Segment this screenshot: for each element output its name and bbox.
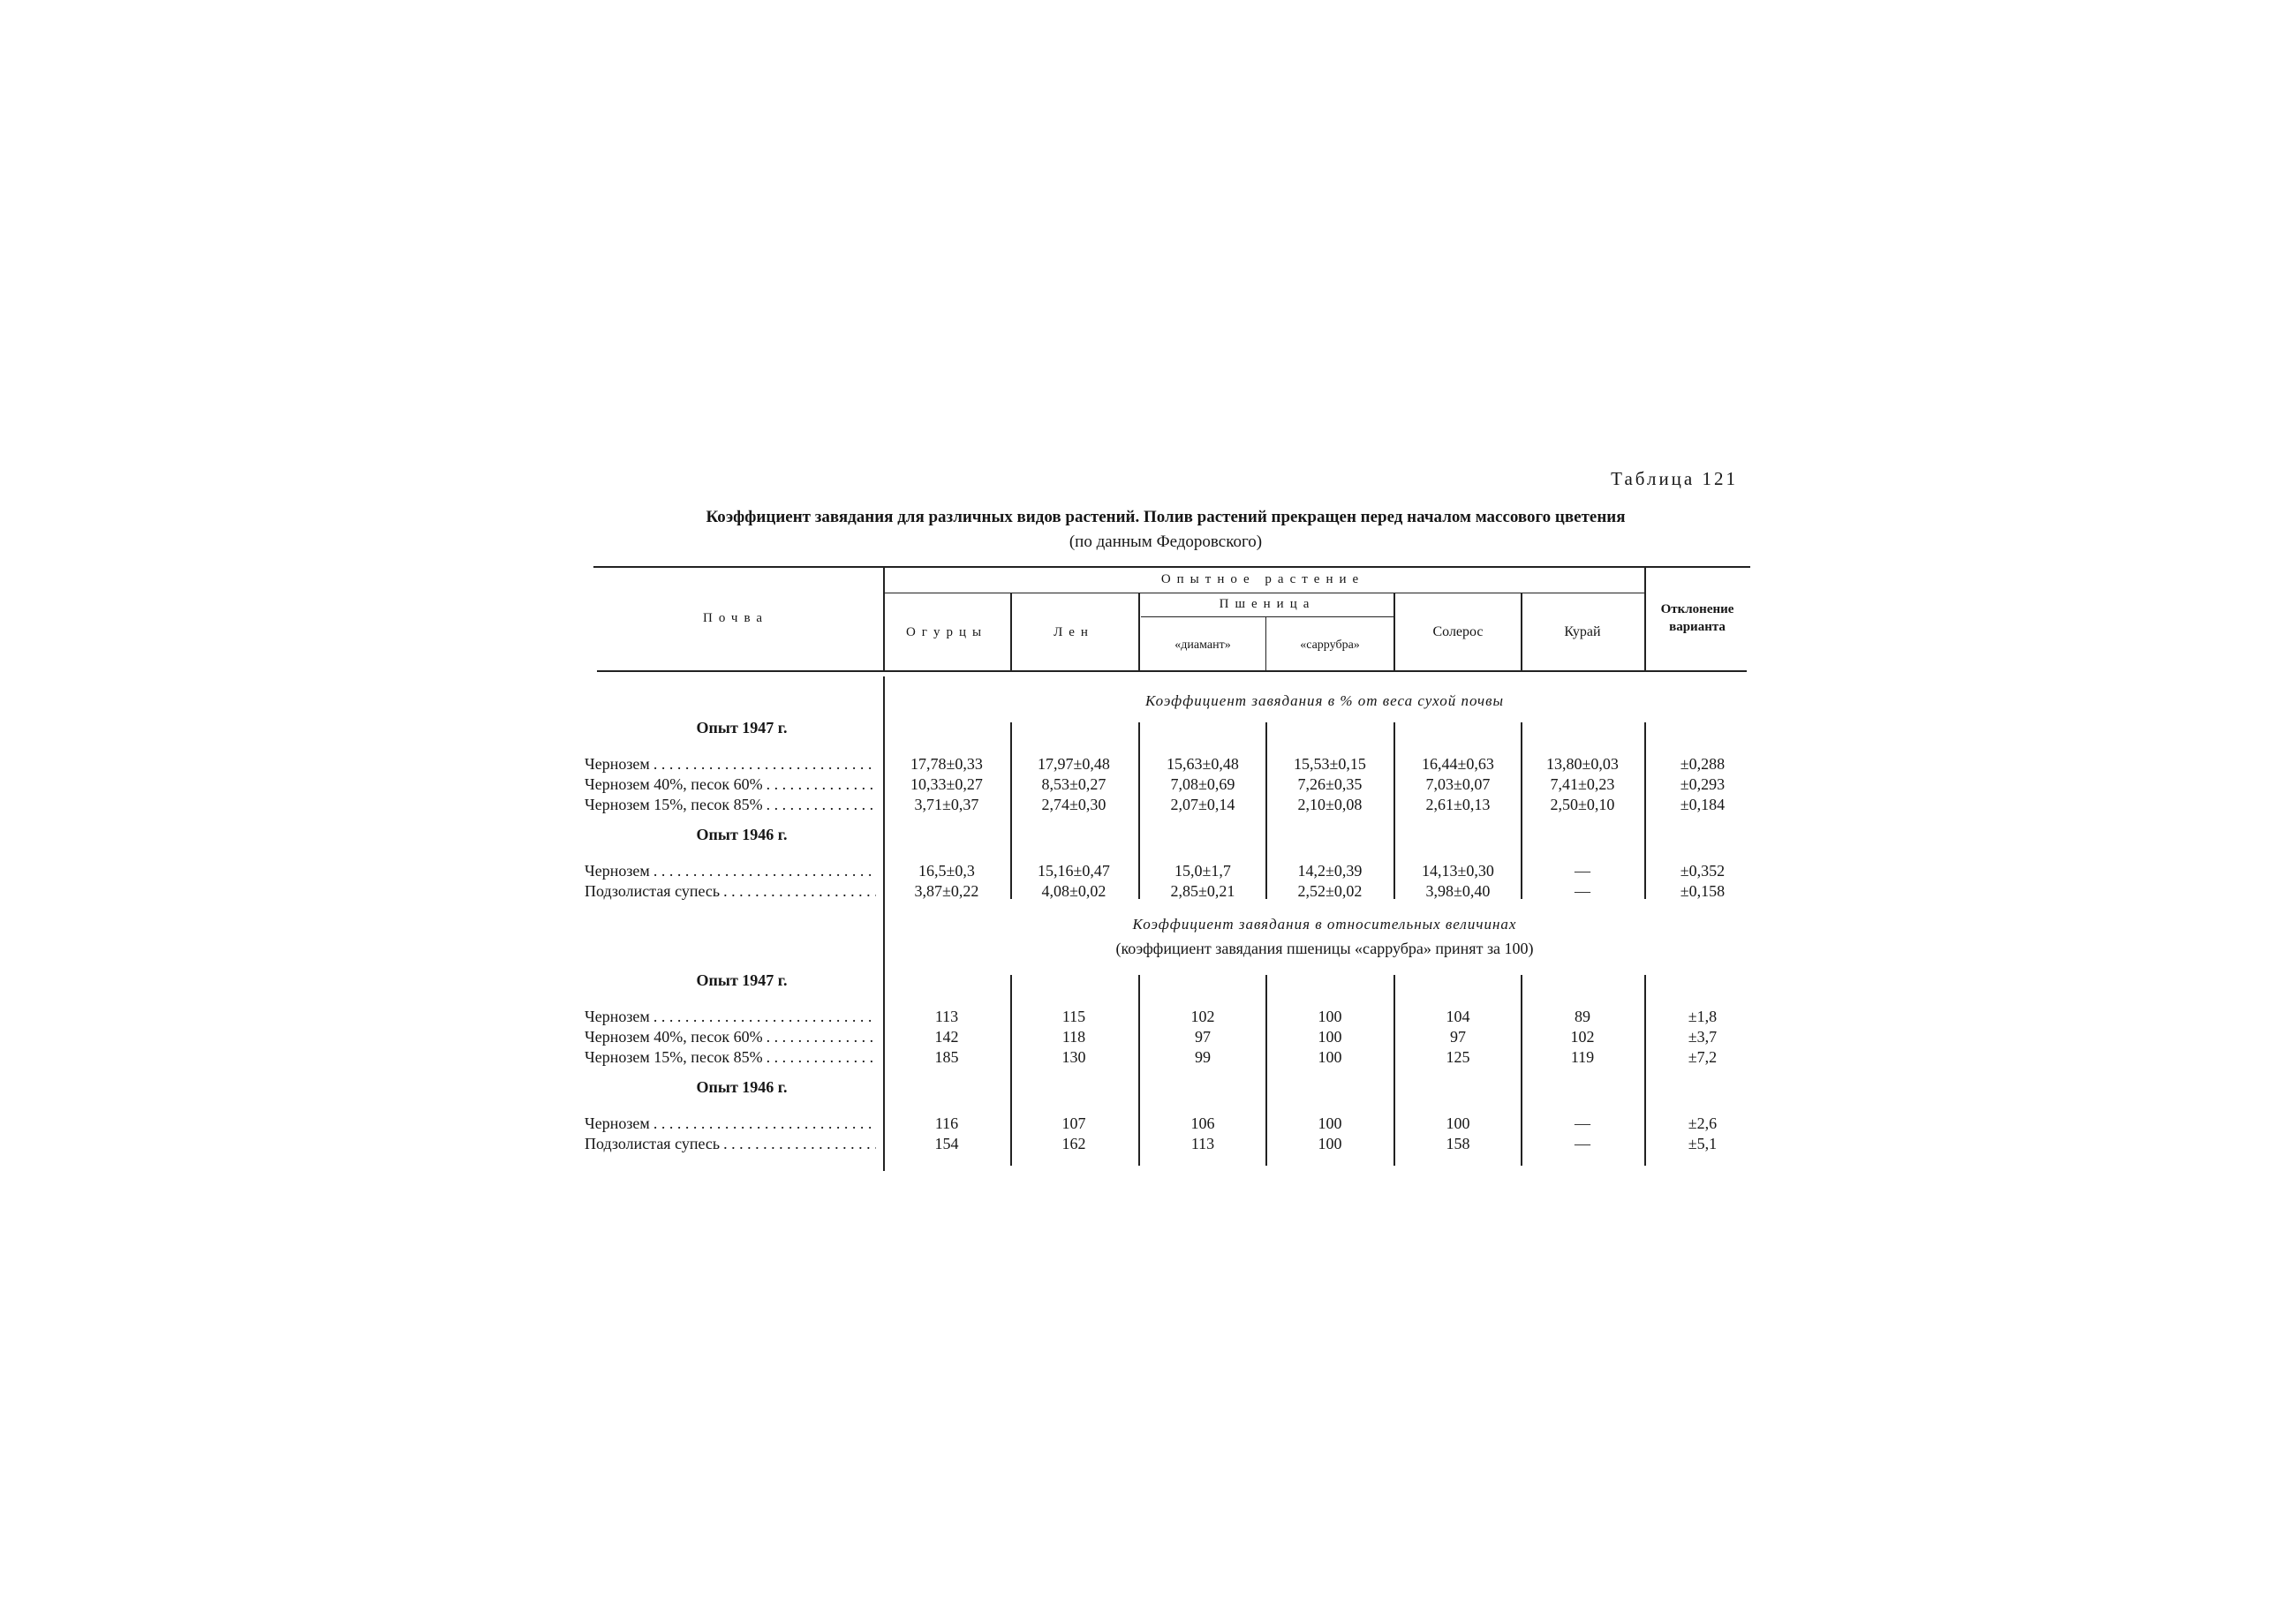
cell-deviation: ±0,293 [1680, 775, 1726, 793]
cell-sarrubra: 100 [1318, 1028, 1342, 1046]
cell-cucumbers: 185 [934, 1048, 959, 1066]
row-soil-text: Чернозем 15%, песок 85% [585, 1048, 767, 1066]
cell-cucumbers: 113 [934, 1008, 959, 1025]
section1-caption: Коэффициент завядания в % от веса сухой почвы [1144, 692, 1505, 709]
row-soil-label [585, 1114, 876, 1133]
cell-sarrubra: 100 [1318, 1008, 1342, 1025]
cell-deviation: ±2,6 [1688, 1114, 1718, 1132]
row-soil-text: Подзолистая супесь [585, 1135, 723, 1152]
row-soil-text: Чернозем 40%, песок 60% [585, 775, 767, 793]
table-row [0, 1028, 2296, 1049]
cell-deviation: ±7,2 [1688, 1048, 1718, 1066]
col-divider-saltwort [1521, 593, 1522, 670]
header-bottom-rule [597, 670, 1747, 672]
cell-kurai: 102 [1570, 1028, 1595, 1046]
cell-deviation: ±0,352 [1680, 862, 1726, 880]
cell-flax: 118 [1061, 1028, 1086, 1046]
table-row [0, 796, 2296, 817]
table-subtitle: (по данным Федоровского) [1069, 533, 1263, 551]
cell-deviation: ±5,1 [1688, 1135, 1718, 1152]
cell-cucumbers: 3,87±0,22 [914, 882, 979, 900]
header-wheat-group: Пшеница [1219, 597, 1316, 611]
row-soil-label [585, 1048, 876, 1067]
header-deviation: Отклонение варианта [1660, 602, 1734, 634]
row-soil-text: Чернозем 40%, песок 60% [585, 1028, 767, 1046]
row-soil-label [585, 882, 876, 901]
cell-diamant: 2,07±0,14 [1170, 796, 1235, 813]
cell-cucumbers: 154 [934, 1135, 959, 1152]
cell-sarrubra: 7,26±0,35 [1297, 775, 1363, 793]
row-soil-label [585, 775, 876, 794]
cell-deviation: ±1,8 [1688, 1008, 1718, 1025]
cell-sarrubra: 100 [1318, 1114, 1342, 1132]
cell-cucumbers: 3,71±0,37 [914, 796, 979, 813]
table-title: Коэффициент завядания для различных видов растений. Полив растений прекращен перед началом массового цветения [706, 508, 1626, 526]
cell-flax: 107 [1061, 1114, 1086, 1132]
cell-diamant: 15,63±0,48 [1167, 755, 1239, 773]
cell-sarrubra: 100 [1318, 1048, 1342, 1066]
top-rule [593, 566, 1750, 568]
row-soil-text: Чернозем [585, 755, 653, 773]
cell-deviation: ±3,7 [1688, 1028, 1718, 1046]
cell-flax: 15,16±0,47 [1038, 862, 1110, 880]
table-number: Таблица 121 [1611, 468, 1738, 489]
cell-diamant: 2,85±0,21 [1170, 882, 1235, 900]
row-soil-label [585, 796, 876, 814]
header-saltwort: Солерос [1432, 624, 1484, 639]
row-soil-label [585, 1135, 876, 1153]
row-soil-text: Подзолистая супесь [585, 882, 723, 900]
table-row [0, 1008, 2296, 1029]
header-cucumbers: Огурцы [905, 625, 988, 639]
cell-cucumbers: 10,33±0,27 [910, 775, 983, 793]
cell-kurai: — [1575, 862, 1590, 880]
header-kurai: Курай [1564, 624, 1601, 639]
cell-kurai: 2,50±0,10 [1550, 796, 1615, 813]
cell-sarrubra: 2,10±0,08 [1297, 796, 1363, 813]
cell-flax: 115 [1061, 1008, 1086, 1025]
cell-diamant: 97 [1195, 1028, 1211, 1046]
wheat-group-rule [1141, 616, 1393, 617]
row-soil-label [585, 1008, 876, 1026]
table-row [0, 1135, 2296, 1156]
col-divider-wheat [1393, 593, 1395, 670]
row-soil-text: Чернозем 15%, песок 85% [585, 796, 767, 813]
cell-flax: 4,08±0,02 [1041, 882, 1106, 900]
cell-saltwort: 14,13±0,30 [1422, 862, 1494, 880]
table-row [0, 1048, 2296, 1069]
s1-group-1946-label: Опыт 1946 г. [696, 826, 788, 843]
cell-saltwort: 7,03±0,07 [1425, 775, 1491, 793]
cell-deviation: ±0,184 [1680, 796, 1726, 813]
row-soil-text: Чернозем [585, 862, 653, 880]
cell-flax: 8,53±0,27 [1041, 775, 1106, 793]
header-sarrubra: «саррубра» [1300, 638, 1360, 652]
cell-sarrubra: 100 [1318, 1135, 1342, 1152]
cell-kurai: 119 [1570, 1048, 1595, 1066]
table-row [0, 862, 2296, 883]
cell-kurai: 7,41±0,23 [1550, 775, 1615, 793]
row-soil-label [585, 1028, 876, 1046]
row-soil-text: Чернозем [585, 1008, 653, 1025]
cell-flax: 17,97±0,48 [1038, 755, 1110, 773]
cell-cucumbers: 16,5±0,3 [918, 862, 975, 880]
s2-group-1947-label: Опыт 1947 г. [696, 971, 788, 989]
cell-flax: 162 [1061, 1135, 1086, 1152]
s2-group-1946-label: Опыт 1946 г. [696, 1078, 788, 1096]
section2-caption: Коэффициент завядания в относительных величинах [1132, 916, 1517, 933]
cell-saltwort: 100 [1446, 1114, 1470, 1132]
row-soil-label [585, 755, 876, 774]
s1-group-1947-label: Опыт 1947 г. [696, 719, 788, 736]
cell-kurai: — [1575, 1135, 1590, 1152]
section2-note: (коэффициент завядания пшеницы «саррубра» принят за 100) [1115, 940, 1534, 957]
cell-saltwort: 16,44±0,63 [1422, 755, 1494, 773]
cell-kurai: — [1575, 882, 1590, 900]
row-soil-label [585, 862, 876, 880]
col-divider-kurai [1644, 567, 1646, 670]
table-row [0, 882, 2296, 903]
cell-kurai: 89 [1575, 1008, 1590, 1025]
cell-saltwort: 125 [1446, 1048, 1470, 1066]
cell-sarrubra: 15,53±0,15 [1294, 755, 1366, 773]
cell-cucumbers: 116 [934, 1114, 959, 1132]
cell-sarrubra: 2,52±0,02 [1297, 882, 1363, 900]
table-row [0, 755, 2296, 776]
header-soil: Почва [702, 611, 769, 625]
cell-deviation: ±0,288 [1680, 755, 1726, 773]
cell-flax: 2,74±0,30 [1041, 796, 1106, 813]
header-diamant: «диамант» [1174, 638, 1231, 652]
cell-kurai: 13,80±0,03 [1546, 755, 1619, 773]
cell-saltwort: 104 [1446, 1008, 1470, 1025]
col-divider-flax [1138, 593, 1140, 670]
cell-cucumbers: 142 [934, 1028, 959, 1046]
cell-kurai: — [1575, 1114, 1590, 1132]
cell-diamant: 106 [1190, 1114, 1215, 1132]
cell-deviation: ±0,158 [1680, 882, 1726, 900]
cell-cucumbers: 17,78±0,33 [910, 755, 983, 773]
cell-saltwort: 97 [1450, 1028, 1466, 1046]
header-flax: Лен [1054, 625, 1094, 639]
col-divider-diamant [1265, 617, 1266, 670]
table-row [0, 1114, 2296, 1136]
header-plant-group: Опытное растение [1160, 572, 1365, 586]
cell-flax: 130 [1061, 1048, 1086, 1066]
cell-sarrubra: 14,2±0,39 [1297, 862, 1363, 880]
cell-saltwort: 158 [1446, 1135, 1470, 1152]
cell-diamant: 7,08±0,69 [1170, 775, 1235, 793]
cell-diamant: 15,0±1,7 [1174, 862, 1231, 880]
cell-diamant: 113 [1190, 1135, 1215, 1152]
col-divider-cucumbers [1010, 593, 1012, 670]
row-soil-text: Чернозем [585, 1114, 653, 1132]
cell-diamant: 99 [1195, 1048, 1211, 1066]
table-row [0, 775, 2296, 797]
cell-saltwort: 3,98±0,40 [1425, 882, 1491, 900]
col-divider-soil [883, 567, 885, 670]
cell-diamant: 102 [1190, 1008, 1215, 1025]
cell-saltwort: 2,61±0,13 [1425, 796, 1491, 813]
